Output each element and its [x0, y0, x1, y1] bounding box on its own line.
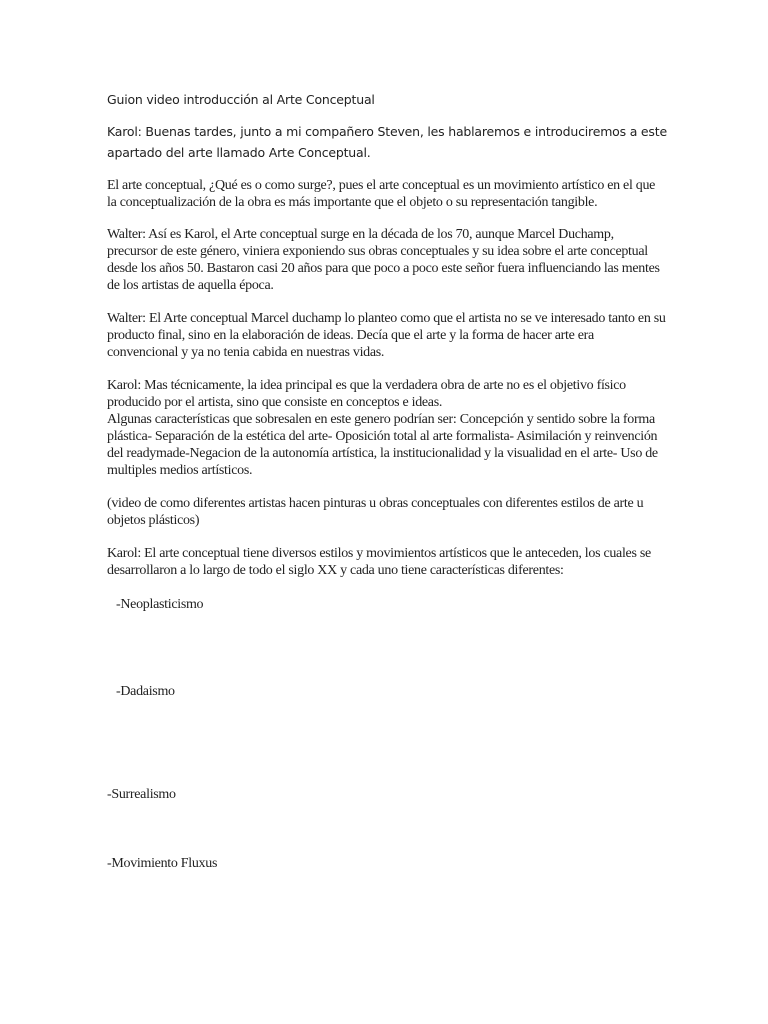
- movement-item: -Dadaismo: [116, 684, 175, 699]
- paragraph-definition: El arte conceptual, ¿Qué es o como surge?, pues el arte conceptual es un movimiento artístico en el que la conceptualización de la obra es más importante que el objeto o su representación tangible.: [107, 178, 656, 210]
- movement-item: -Movimiento Fluxus: [107, 856, 218, 871]
- paragraph-karol-styles: Karol: El arte conceptual tiene diversos estilos y movimientos artísticos que le anteceden, los cuales se desarrollaron a lo largo de todo el siglo XX y cada uno tiene características diferentes:: [107, 546, 651, 578]
- paragraph-walter-origin: Walter: Así es Karol, el Arte conceptual surge en la década de los 70, aunque Marcel Duchamp, precursor de este género, viniera exponiendo sus obras conceptuales y su idea sobre el arte conceptual desde los años 50. Bastaron casi 20 años para que poco a poco este señor fuera influenciando las mentes de los artistas de aquella época.: [107, 227, 660, 293]
- document-title: Guion video introducción al Arte Conceptual: [107, 92, 375, 107]
- paragraph-walter-duchamp: Walter: El Arte conceptual Marcel duchamp lo planteo como que el artista no se ve interesado tanto en su producto final, sino en la elaboración de ideas. Decía que el arte y la forma de hacer arte era convencional y ya no tenia cabida en nuestras vidas.: [107, 311, 666, 360]
- intro-paragraph: Karol: Buenas tardes, junto a mi compañero Steven, les hablaremos e introduciremos a este apartado del arte llamado Arte Conceptual.: [107, 124, 667, 160]
- paragraph-characteristics: Algunas características que sobresalen en este genero podrían ser: Concepción y sentido sobre la forma plástica- Separación de la estética del arte- Oposición total al arte formalista- Asimilación y reinvención del readymade-Negacion de la autonomía artística, la institucionalidad y la visualidad en el arte- Uso de multiples medios artísticos.: [107, 412, 658, 478]
- movement-item: -Surrealismo: [107, 787, 176, 802]
- movement-item: -Neoplasticismo: [116, 597, 204, 612]
- paragraph-video-note: (video de como diferentes artistas hacen pinturas u obras conceptuales con diferentes estilos de arte u objetos plásticos): [107, 496, 644, 528]
- paragraph-karol-technical: Karol: Mas técnicamente, la idea principal es que la verdadera obra de arte no es el objetivo físico producido por el artista, sino que consiste en conceptos e ideas.: [107, 378, 626, 410]
